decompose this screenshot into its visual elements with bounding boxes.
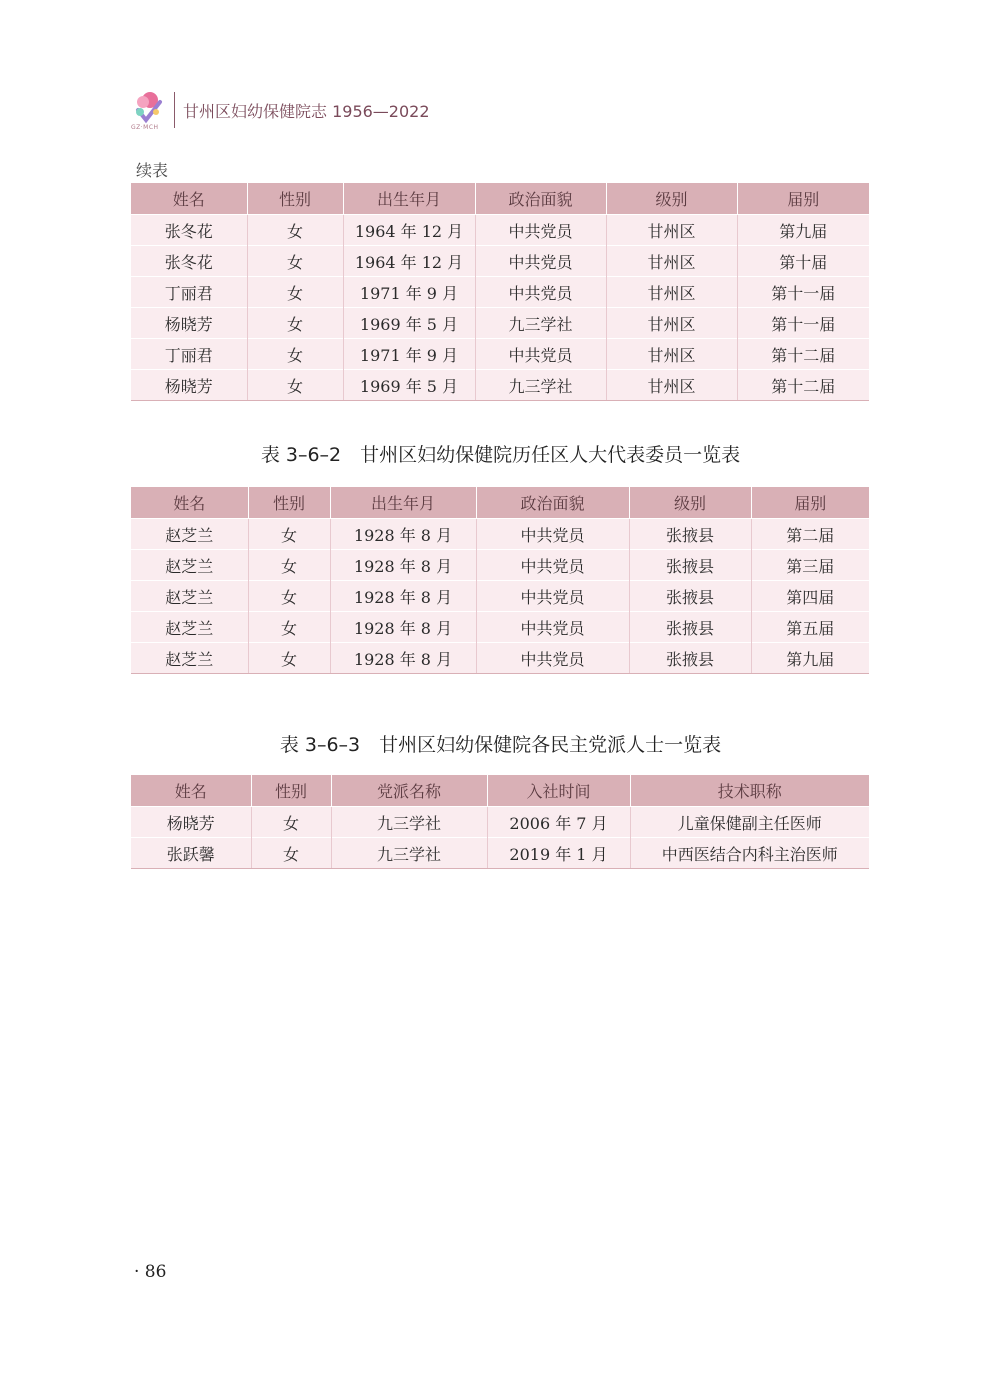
table-cell: 中共党员 — [476, 612, 629, 643]
table-cell: 甘州区 — [606, 339, 737, 370]
table-cell: 中共党员 — [476, 643, 629, 674]
table-cell: 赵芝兰 — [131, 519, 248, 550]
table-cell: 第十届 — [737, 246, 869, 277]
table-cell: 第三届 — [751, 550, 869, 581]
column-header: 出生年月 — [343, 183, 475, 215]
table-cell: 丁丽君 — [131, 339, 247, 370]
table-cell: 2019 年 1 月 — [487, 838, 630, 869]
table-cell: 赵芝兰 — [131, 550, 248, 581]
column-header: 性别 — [247, 183, 343, 215]
table-cell: 1971 年 9 月 — [343, 277, 475, 308]
table-cell: 1964 年 12 月 — [343, 246, 475, 277]
table-cell: 赵芝兰 — [131, 643, 248, 674]
table-cell: 1928 年 8 月 — [330, 581, 476, 612]
table-cell: 2006 年 7 月 — [487, 807, 630, 838]
table-cell: 杨晓芳 — [131, 370, 247, 401]
table-cell: 女 — [248, 643, 330, 674]
table-cell: 1969 年 5 月 — [343, 308, 475, 339]
table-row — [131, 838, 869, 869]
column-header: 技术职称 — [630, 775, 869, 807]
column-header: 届别 — [751, 487, 869, 519]
table-1 — [131, 183, 869, 401]
table-cell: 张冬花 — [131, 215, 247, 246]
table-cell: 甘州区 — [606, 246, 737, 277]
table-cell: 甘州区 — [606, 215, 737, 246]
table-row — [131, 277, 869, 308]
table-cell: 女 — [251, 838, 331, 869]
table-cell: 女 — [248, 519, 330, 550]
table-cell: 张掖县 — [629, 519, 751, 550]
table-cell: 九三学社 — [331, 807, 487, 838]
table-cell: 第五届 — [751, 612, 869, 643]
column-header: 届别 — [737, 183, 869, 215]
table-cell: 杨晓芳 — [131, 807, 251, 838]
table-cell: 1964 年 12 月 — [343, 215, 475, 246]
table-row — [131, 581, 869, 612]
table-cell: 第四届 — [751, 581, 869, 612]
table-cell: 第十一届 — [737, 277, 869, 308]
table-cell: 张掖县 — [629, 612, 751, 643]
table-cell: 女 — [247, 277, 343, 308]
table-cell: 女 — [247, 370, 343, 401]
table-cell: 儿童保健副主任医师 — [630, 807, 869, 838]
table-row — [131, 807, 869, 838]
table-cell: 张掖县 — [629, 581, 751, 612]
column-header: 性别 — [251, 775, 331, 807]
table-row — [131, 215, 869, 246]
table-cell: 女 — [248, 581, 330, 612]
header-title: 甘州区妇幼保健院志 1956—2022 — [183, 101, 430, 121]
table-cell: 中共党员 — [475, 277, 606, 308]
column-header: 级别 — [606, 183, 737, 215]
table-cell: 张掖县 — [629, 550, 751, 581]
table-cell: 中共党员 — [475, 246, 606, 277]
continued-label: 续表 — [136, 161, 169, 180]
table-cell: 中共党员 — [476, 519, 629, 550]
table-cell: 九三学社 — [475, 308, 606, 339]
column-header: 出生年月 — [330, 487, 476, 519]
table-cell: 张冬花 — [131, 246, 247, 277]
table-cell: 第九届 — [751, 643, 869, 674]
table-cell: 1969 年 5 月 — [343, 370, 475, 401]
table-cell: 第十二届 — [737, 370, 869, 401]
table-cell: 女 — [247, 339, 343, 370]
table-cell: 丁丽君 — [131, 277, 247, 308]
column-header: 入社时间 — [487, 775, 630, 807]
logo-icon — [130, 88, 166, 124]
table-cell: 第九届 — [737, 215, 869, 246]
table-cell: 1928 年 8 月 — [330, 643, 476, 674]
header-divider — [174, 92, 175, 128]
table-cell: 1971 年 9 月 — [343, 339, 475, 370]
table-cell: 第十二届 — [737, 339, 869, 370]
table-cell: 赵芝兰 — [131, 612, 248, 643]
table-row — [131, 550, 869, 581]
page-number: · 86 — [134, 1262, 167, 1282]
table-cell: 女 — [248, 612, 330, 643]
table-2-caption: 表 3–6–2 甘州区妇幼保健院历任区人大代表委员一览表 — [260, 444, 741, 466]
table-cell: 女 — [248, 550, 330, 581]
table-header-row — [131, 775, 869, 807]
column-header: 政治面貌 — [475, 183, 606, 215]
table-cell: 第二届 — [751, 519, 869, 550]
table-cell: 甘州区 — [606, 308, 737, 339]
table-row — [131, 612, 869, 643]
table-cell: 女 — [251, 807, 331, 838]
column-header: 政治面貌 — [476, 487, 629, 519]
table-row — [131, 339, 869, 370]
table-header-row — [131, 487, 869, 519]
table-row — [131, 370, 869, 401]
table-header-row — [131, 183, 869, 215]
column-header: 姓名 — [131, 775, 251, 807]
table-cell: 中共党员 — [475, 215, 606, 246]
table-row — [131, 308, 869, 339]
table-cell: 1928 年 8 月 — [330, 519, 476, 550]
table-cell: 1928 年 8 月 — [330, 612, 476, 643]
table-cell: 女 — [247, 246, 343, 277]
table-cell: 张跃馨 — [131, 838, 251, 869]
logo-text: GZ·MCH — [131, 124, 159, 131]
logo — [130, 88, 166, 132]
table-cell: 女 — [247, 308, 343, 339]
table-cell: 九三学社 — [331, 838, 487, 869]
table-row — [131, 519, 869, 550]
table-cell: 甘州区 — [606, 277, 737, 308]
table-2 — [131, 487, 869, 674]
table-3 — [131, 775, 869, 869]
table-cell: 甘州区 — [606, 370, 737, 401]
table-cell: 赵芝兰 — [131, 581, 248, 612]
table-cell: 中共党员 — [476, 550, 629, 581]
table-cell: 中共党员 — [476, 581, 629, 612]
table-cell: 中西医结合内科主治医师 — [630, 838, 869, 869]
column-header: 级别 — [629, 487, 751, 519]
table-3-caption: 表 3–6–3 甘州区妇幼保健院各民主党派人士一览表 — [279, 734, 722, 756]
column-header: 姓名 — [131, 487, 248, 519]
table-cell: 张掖县 — [629, 643, 751, 674]
table-cell: 1928 年 8 月 — [330, 550, 476, 581]
table-row — [131, 643, 869, 674]
column-header: 姓名 — [131, 183, 247, 215]
column-header: 性别 — [248, 487, 330, 519]
table-cell: 九三学社 — [475, 370, 606, 401]
table-cell: 女 — [247, 215, 343, 246]
page-header — [130, 88, 430, 132]
table-cell: 中共党员 — [475, 339, 606, 370]
column-header: 党派名称 — [331, 775, 487, 807]
table-cell: 杨晓芳 — [131, 308, 247, 339]
table-cell: 第十一届 — [737, 308, 869, 339]
table-row — [131, 246, 869, 277]
